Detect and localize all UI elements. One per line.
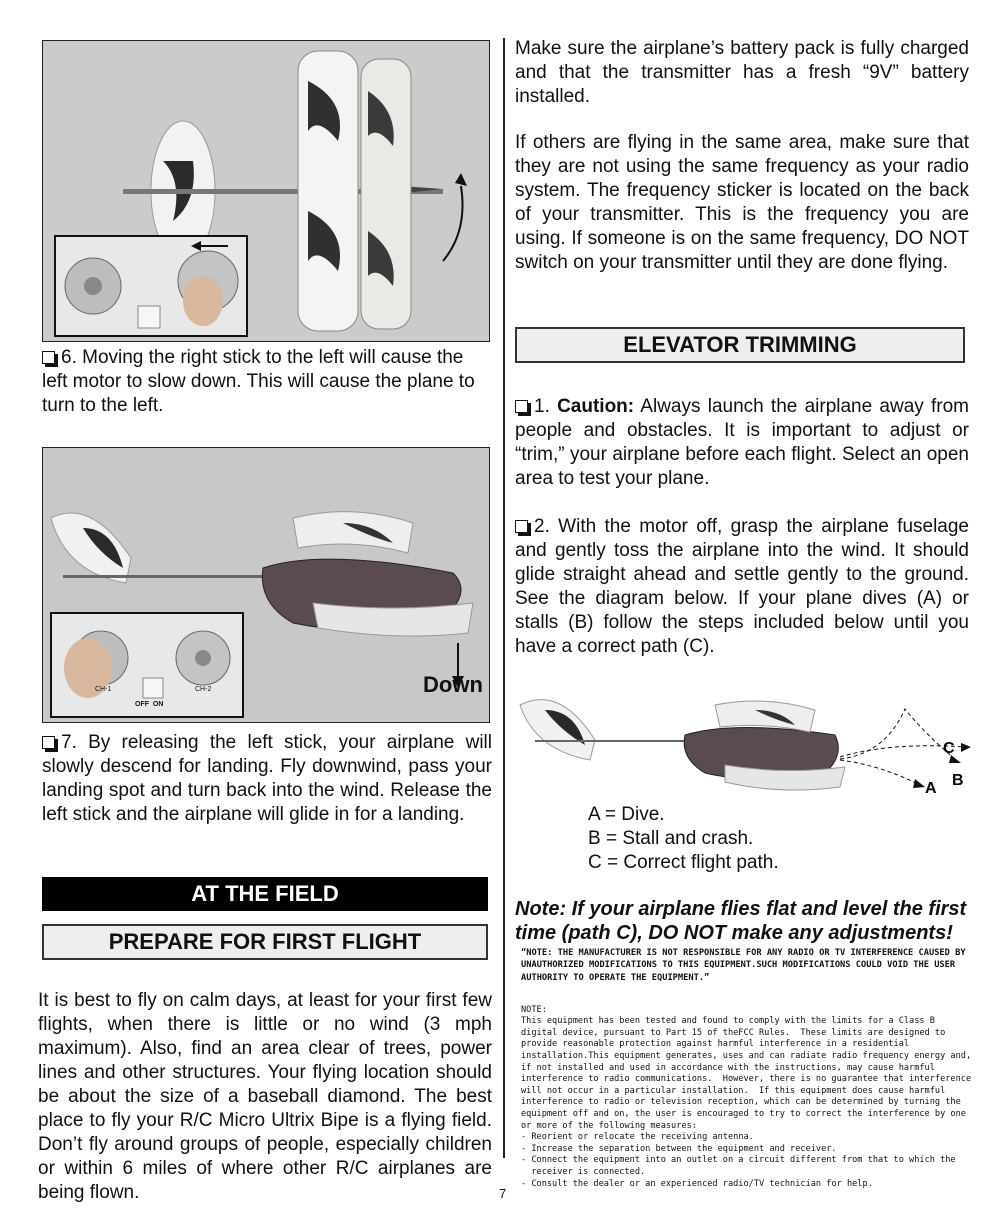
battery-paragraph: Make sure the airplane’s battery pack is fully charged and that the transmitter has a fresh “9V” battery installed.: [515, 38, 969, 107]
elevator-step-1: 1. Caution: Always launch the airplane away from people and obstacles. It is important to adjust or “trim,” your airplane before each flight. Select an open area to test your plane.: [515, 396, 969, 489]
fcc-line: - Consult the dealer or an experienced radio/TV technician for help.: [521, 1178, 873, 1189]
frequency-paragraph: If others are flying in the same area, make sure that they are not using the same frequency as your radio system. The frequency sticker is located on the back of your transmitter. This is the frequency you are using. If someone is on the same frequency, DO NOT switch on your transmitter until they are done flying.: [515, 132, 969, 273]
flight-path-diagram: [515, 685, 975, 797]
fcc-line: interference to radio or television reception, which can be determined by turning the: [521, 1097, 961, 1108]
fcc-line: will not occur in a particular installation. If this equipment does cause harmful: [521, 1085, 946, 1096]
photo-transmitter-descend: [42, 447, 490, 723]
fcc-line: provide reasonable protection against harmful interference in a residential: [521, 1039, 910, 1050]
fcc-line: or more of the following measures:: [521, 1120, 697, 1131]
prepare-paragraph: It is best to fly on calm days, at least for your first few flights, when there is little or no wind (3 mph maximum). Also, find an area clear of trees, power lines and other structures. Your flying location should be about the size of a baseball diamond. The best place to fly your R/C Micro Ultrix Bipe is a flying field. Don’t fly around groups of people, especially children or within 6 miles of where other R/C airplanes are being flown.: [38, 990, 492, 1203]
fcc-line: installation.This equipment generates, uses and can radiate radio frequency energy and,: [521, 1050, 972, 1061]
checkbox-icon[interactable]: [42, 736, 55, 749]
fcc-line: receiver is connected.: [521, 1166, 646, 1177]
diagram-label-a: A: [925, 780, 937, 797]
checkbox-icon[interactable]: [515, 400, 528, 413]
fcc-line: NOTE:: [521, 1004, 547, 1015]
page-number: 7: [499, 1186, 507, 1201]
fcc-line: interference to radio communications. However, there is no guarantee that interference: [521, 1074, 972, 1085]
off-on-label: OFF ON: [135, 701, 164, 708]
column-divider: [503, 38, 505, 1158]
legend-b: B = Stall and crash.: [588, 828, 754, 849]
section-header-elevator: ELEVATOR TRIMMING: [515, 327, 965, 363]
flight-path-legend: [588, 803, 888, 875]
down-label: Down: [423, 672, 483, 697]
photo-transmitter-turn-left: [42, 40, 490, 342]
flight-path-illustration: [515, 685, 975, 797]
diagram-label-b: B: [952, 772, 964, 789]
elevator-step-2: 2. With the motor off, grasp the airplane fuselage and gently toss the airplane into the wind. It should glide straight ahead and settle gently to the ground. See the diagram below. If your plane dives (A) or stalls (B) follow the steps included below until you have a correct path (C).: [515, 516, 969, 657]
checkbox-icon[interactable]: [515, 520, 528, 533]
fcc-line: - Reorient or relocate the receiving antenna.: [521, 1132, 754, 1143]
fcc-line: equipment off and on, the user is encouraged to try to correct the interference by one: [521, 1108, 966, 1119]
step-7-text: 7. By releasing the left stick, your airplane will slowly descend for landing. Fly downwind, pass your landing spot and turn back into the wind. Release the left stick and the airplane will glide in for a landing.: [42, 732, 492, 825]
ch2-label: CH-2: [195, 686, 212, 693]
checkbox-icon[interactable]: [42, 351, 55, 364]
fcc-notice: “NOTE: THE MANUFACTURER IS NOT RESPONSIBLE FOR ANY RADIO OR TV INTERFERENCE CAUSED BY UNAUTHORIZED MODIFICATIONS TO THIS EQUIPMENT.SUCH MODIFICATIONS COULD VOID THE USER AUTHORITY TO OPERATE THE EQUIPMENT.”: [521, 948, 966, 983]
section-header-prepare: PREPARE FOR FIRST FLIGHT: [42, 924, 488, 960]
note-no-adjustments: Note: If your airplane flies flat and level the first time (path C), DO NOT make any adjustments!: [515, 898, 967, 944]
ch1-label: CH-1: [95, 686, 112, 693]
fcc-line: - Connect the equipment into an outlet on a circuit different from that to which the: [521, 1155, 956, 1166]
legend-c: C = Correct flight path.: [588, 852, 779, 873]
legend-a: A = Dive.: [588, 804, 665, 825]
fcc-line: This equipment has been tested and found to comply with the limits for a Class B: [521, 1016, 935, 1027]
fcc-line: - Increase the separation between the equipment and receiver.: [521, 1143, 837, 1154]
fcc-statement: [521, 993, 991, 1202]
fcc-line: if not installed and used in accordance with the instructions, may cause harmful: [521, 1062, 935, 1073]
section-header-at-the-field: AT THE FIELD: [42, 877, 488, 911]
biplane-top-photo-illustration: [43, 41, 489, 341]
fcc-line: digital device, pursuant to Part 15 of theFCC Rules. These limits are designed to: [521, 1027, 946, 1038]
diagram-label-c: C: [943, 740, 955, 757]
step-6-text: 6. Moving the right stick to the left will cause the left motor to slow down. This will cause the plane to turn to the left.: [42, 347, 475, 416]
